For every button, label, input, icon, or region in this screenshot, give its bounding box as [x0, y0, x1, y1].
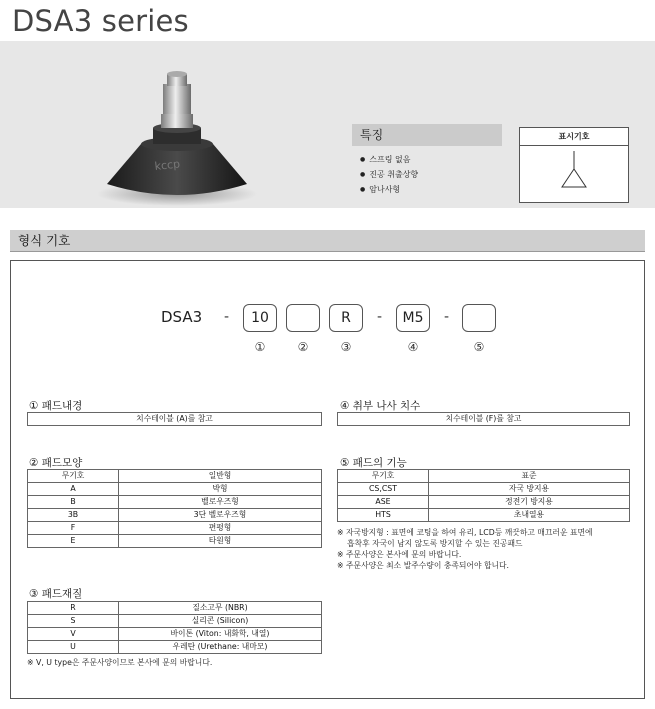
- table-cell: ASE: [338, 496, 429, 509]
- table-cell: 무기호: [28, 470, 119, 483]
- table-cell: A: [28, 483, 119, 496]
- table-cell: 초내열용: [429, 509, 630, 522]
- table-cell: F: [28, 522, 119, 535]
- table-cell: 정전기 방지용: [429, 496, 630, 509]
- table-cell: 타원형: [119, 535, 322, 548]
- table-cell: R: [28, 602, 119, 615]
- symbol-heading: 표시기호: [520, 128, 628, 146]
- symbol-box: [519, 127, 629, 203]
- marker-4: ④: [407, 340, 419, 354]
- pad-diameter-label: ① 패드내경: [29, 400, 83, 412]
- table-cell: U: [28, 641, 119, 654]
- pad-shape-label: ② 패드모양: [29, 457, 83, 469]
- code-box-1: 10: [243, 304, 277, 332]
- table-cell: CS,CST: [338, 483, 429, 496]
- feature-item: ● 진공 취출상향: [360, 167, 418, 182]
- features-heading: 특징: [352, 124, 502, 146]
- table-cell: 무기호: [338, 470, 429, 483]
- vacuum-pad-product-image: [95, 66, 260, 211]
- marker-3: ③: [340, 340, 352, 354]
- code-dash: -: [444, 309, 450, 325]
- table-cell: 실리콘 (Silicon): [119, 615, 322, 628]
- pad-material-label: ③ 패드재질: [29, 588, 83, 600]
- table-cell: HTS: [338, 509, 429, 522]
- table-row: [28, 628, 322, 641]
- code-box-5: [462, 304, 496, 332]
- table-row: [28, 641, 322, 654]
- table-row: [338, 509, 630, 522]
- code-box-2: [286, 304, 320, 332]
- code-dash: -: [377, 309, 383, 325]
- feature-item: ● 암나사형: [360, 182, 418, 197]
- table-cell: 3B: [28, 509, 119, 522]
- code-box-4: M5: [396, 304, 430, 332]
- pad-function-notes: [337, 527, 593, 571]
- marker-2: ②: [297, 340, 309, 354]
- table-cell: 3단 벨로우즈형: [119, 509, 322, 522]
- table-cell: 질소고무 (NBR): [119, 602, 322, 615]
- table-row: [28, 496, 322, 509]
- table-row: [338, 483, 630, 496]
- table-row: [28, 470, 322, 483]
- section-title: 형식 기호: [10, 230, 645, 252]
- table-row: [338, 496, 630, 509]
- code-dash: -: [224, 309, 230, 325]
- pad-function-table: [337, 469, 630, 522]
- page-title: DSA3 series: [12, 4, 189, 38]
- pad-function-label: ⑤ 패드의 기능: [340, 457, 407, 469]
- table-cell: 우레탄 (Urethane: 내마모): [119, 641, 322, 654]
- pad-material-table: [27, 601, 322, 654]
- pad-diameter-value: 치수테이블 (A)를 참고: [28, 413, 322, 426]
- note-line: ※ 주문사양은 최소 발주수량이 충족되어야 합니다.: [337, 561, 510, 570]
- note-line: 흡착후 자국이 남지 않도록 방지할 수 있는 진공패드: [347, 539, 523, 548]
- features-list: [360, 152, 418, 197]
- pad-material-note: ※ V, U type은 주문사양이므로 본사에 문의 바랍니다.: [27, 658, 213, 667]
- table-cell: 표준: [429, 470, 630, 483]
- table-cell: 일반형: [119, 470, 322, 483]
- table-row: [28, 522, 322, 535]
- table-row: [28, 483, 322, 496]
- note-line: ※ 자국방지형 : 표면에 코팅을 하여 유리, LCD등 깨끗하고 매끄러운 표면에: [337, 528, 593, 537]
- table-cell: 벨로우즈형: [119, 496, 322, 509]
- table-cell: 박형: [119, 483, 322, 496]
- thread-size-label: ④ 취부 나사 치수: [340, 400, 421, 412]
- feature-item: ● 스프링 없음: [360, 152, 418, 167]
- table-cell: B: [28, 496, 119, 509]
- code-box-3: R: [329, 304, 363, 332]
- pad-shape-table: [27, 469, 322, 548]
- vacuum-pad-symbol-icon: [520, 145, 628, 202]
- svg-text:kccp: kccp: [153, 157, 181, 173]
- pad-diameter-table: [27, 412, 322, 426]
- marker-1: ①: [254, 340, 266, 354]
- table-row: [28, 602, 322, 615]
- table-cell: E: [28, 535, 119, 548]
- marker-5: ⑤: [473, 340, 485, 354]
- thread-size-table: [337, 412, 630, 426]
- note-line: ※ 주문사양은 본사에 문의 바랍니다.: [337, 550, 462, 559]
- table-row: [28, 535, 322, 548]
- table-row: [28, 509, 322, 522]
- table-row: [28, 615, 322, 628]
- table-cell: 자국 방지용: [429, 483, 630, 496]
- table-cell: S: [28, 615, 119, 628]
- model-prefix: DSA3: [161, 308, 203, 326]
- table-cell: 편평형: [119, 522, 322, 535]
- table-cell: 바이톤 (Viton: 내화학, 내열): [119, 628, 322, 641]
- thread-size-value: 치수테이블 (F)를 참고: [338, 413, 630, 426]
- table-cell: V: [28, 628, 119, 641]
- table-row: [338, 470, 630, 483]
